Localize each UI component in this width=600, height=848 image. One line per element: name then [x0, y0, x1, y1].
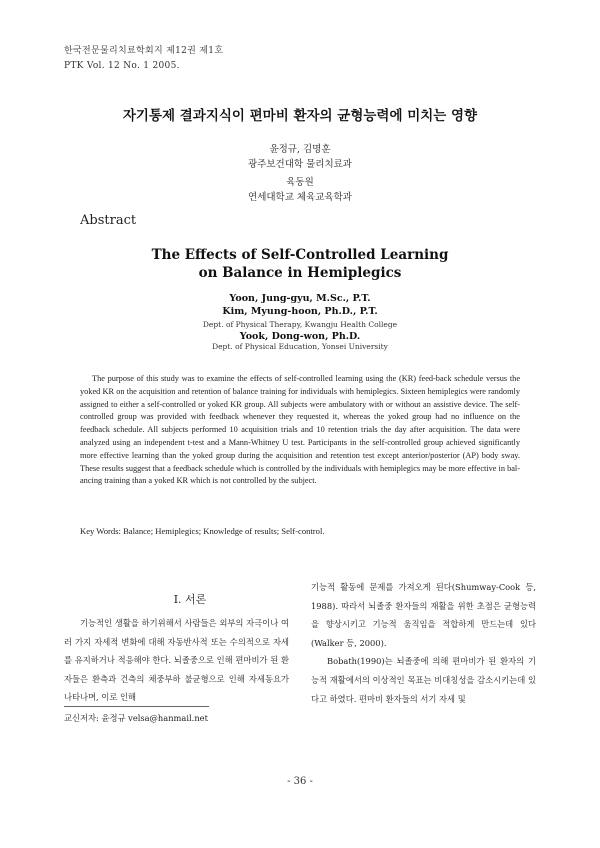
journal-header: [64, 44, 223, 74]
abstract-heading: Abstract: [80, 213, 137, 228]
body-right-paragraph-2: Bobath(1990)는 뇌졸중에 의해 편마비가 된 환자의 기능적 재활에서의 이상적인 목표는 비대칭성을 감소시키는데 있다고 하였다. 편마비 환자들의 서기 자세 및: [311, 656, 536, 704]
english-title-line-1: The Effects of Self-Controlled Learning: [151, 247, 449, 263]
footnote-divider: [64, 706, 209, 707]
section-title: Ⅰ. 서론: [173, 593, 207, 606]
english-title-line-2: on Balance in Hemiplegics: [198, 265, 402, 281]
english-author-3: Yook, Dong-won, Ph.D.: [239, 331, 361, 342]
english-title: [0, 246, 600, 282]
english-affiliation-1: Dept. of Physical Therapy, Kwangju Health College: [202, 320, 398, 329]
body-right-column: [311, 578, 536, 708]
footnote: 교신저자: 윤정규 velsa@hanmail.net: [64, 713, 208, 723]
journal-title-en: PTK Vol. 12 No. 1 2005.: [64, 61, 180, 71]
korean-title: 자기통제 결과지식이 편마비 환자의 균형능력에 미치는 영향: [122, 108, 478, 124]
body-right-paragraph-1: 기능적 활동에 문제를 가져오게 된다(Shumway-Cook 등, 1988). 따라서 뇌졸중 환자들의 재활을 위한 초점은 균형능력을 향상시키고 기능적 움직임을 적합하게 만드는데 있다(Walker 등, 2000).: [311, 582, 536, 648]
korean-affiliation-2: 연세대학교 체육교육학과: [248, 192, 352, 203]
korean-authors-2: 육동원: [286, 177, 314, 188]
english-affiliation-2: Dept. of Physical Education, Yonsei University: [212, 342, 388, 351]
page-number: - 36 -: [287, 776, 313, 787]
korean-affiliation-1: 광주보건대학 물리치료과: [248, 159, 352, 170]
journal-title-kr: 한국전문물리치료학회지 제12권 제1호: [64, 46, 224, 56]
abstract-body: The purpose of this study was to examine the effects of self-controlled learning using the (KR) feed-back schedule versus the yoked KR on the acquisition and retention of balance training for individuals with hemiplegics. Sixteen hemiplegics were randomly assigned to either a self-controlled or yoked KR group. All subjects were ambulatory with or without an assistive device. The self-controlled group was provided with feedback whenever they requested it, whereas the yoked group had no influence on the feedback schedule. All subjects performed 10 acquisition trials and 10 retention trials the day after acquisition. The data were analyzed using an independent t-test and a Mann-Whitney U test. Participants in the self-controlled group achieved significantly more effective learning than the yoked group during the acquisition and retention test except anterior/posterior (AP) body sway. These results suggest that a feedback schedule which is controlled by the individuals with hemiplegics may be more effective in bal-ancing training than a yoked KR which is not controlled by the subject.: [80, 374, 520, 486]
korean-authors-1: 윤정규, 김명훈: [269, 144, 331, 155]
keywords: Key Words: Balance; Hemiplegics; Knowledge of results; Self-control.: [80, 526, 325, 536]
body-left-column: 기능적인 생활을 하기위해서 사람들은 외부의 자극이나 여러 가지 자세적 변화에 대해 자동반사적 또는 수의적으로 자세를 유지하거나 적응해야 한다. 뇌졸중으로 인해 편마비가 된 환자들은 환측과 건측의 체중부하 불균형으로 인해 자세동요가 나타나며, 이로 인해: [64, 618, 289, 703]
english-author-1: Yoon, Jung-gyu, M.Sc., P.T.: [229, 293, 371, 304]
english-author-2: Kim, Myung-hoon, Ph.D., P.T.: [222, 306, 378, 317]
